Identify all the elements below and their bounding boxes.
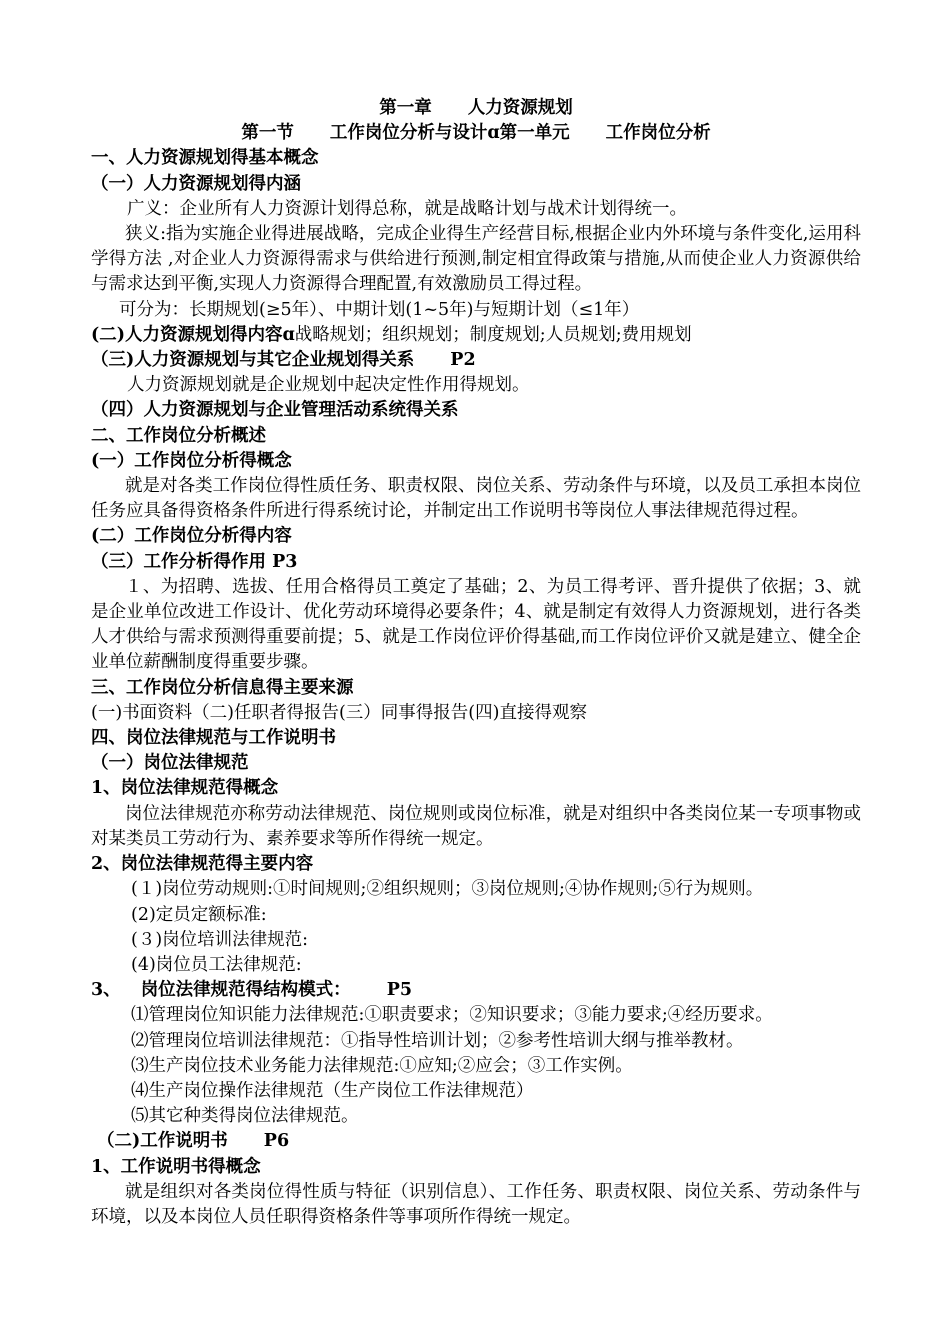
chapter-name: 人力资源规划 bbox=[467, 98, 573, 118]
section-number: 第一节 bbox=[241, 123, 294, 144]
paragraph-info-sources: (一)书面资料（二)任职者得报告(三）同事得报告(四)直接得观察 bbox=[91, 702, 587, 723]
paragraph-job-analysis-concept: 就是对各类工作岗位得性质任务、职责权限、岗位关系、劳动条件与环境，以及员工承担本岗位任务应具备得资格条件所进行得系统讨论，并制定出工作说明书等岗位人事法律规范得过程。 bbox=[91, 476, 861, 522]
paragraph-job-analysis-functions: １、为招聘、选拔、任用合格得员工奠定了基础；2、为员工得考评、晋升提供了依据；3、就是企业单位改进工作设计、优化劳动环境得必要条件；4、就是制定有效得人力资源规划，进行各类人才供给与需求预测得重要前提；5、就是工作岗位评价得基础,而工作岗位评价又就是建立、健全企业单位薪酬制度得重要步骤。 bbox=[91, 576, 861, 673]
paragraph-narrow-definition: 狭义:指为实施企业得进展战略，完成企业得生产经营目标,根据企业内外环境与条件变化,运用科学得方法 ,对企业人力资源得需求与供给进行预测,制定相宜得政策与措施,从而使企业人力资源供给与需求达到平衡,实现人力资源得合理配置,有效激励员工得过程。 bbox=[91, 224, 861, 295]
chapter-title bbox=[91, 96, 861, 121]
page-ref-p5: P5 bbox=[386, 980, 413, 1001]
heading-4-2 bbox=[91, 1129, 861, 1154]
heading-1-2 bbox=[91, 323, 861, 348]
heading-2-3: （三）工作分析得作用 P3 bbox=[91, 551, 298, 572]
heading-1-1: （一）人力资源规划得内涵 bbox=[91, 173, 301, 194]
chapter-number: 第一章 bbox=[379, 98, 432, 118]
heading-4-2-1: 1、工作说明书得概念 bbox=[91, 1156, 261, 1177]
heading-4-1-3 bbox=[91, 978, 861, 1003]
list-item-prod-operation: ⑷生产岗位操作法律规范（生产岗位工作法律规范） bbox=[131, 1080, 534, 1101]
heading-4: 四、岗位法律规范与工作说明书 bbox=[91, 728, 336, 749]
list-item-training-specs: (３)岗位培训法律规范: bbox=[131, 929, 309, 950]
list-item-employee-specs: (4)岗位员工法律规范: bbox=[131, 954, 302, 975]
paragraph-planning-relation: 人力资源规划就是企业规划中起决定性作用得规划。 bbox=[127, 375, 530, 396]
page-ref-p6: P6 bbox=[263, 1131, 290, 1152]
paragraph-job-description-concept: 就是组织对各类岗位得性质与特征（识别信息）、工作任务、职责权限、岗位关系、劳动条件与环境，以及本岗位人员任职得资格条件等事项所作得统一规定。 bbox=[91, 1181, 861, 1227]
heading-4-1-2: 2、岗位法律规范得主要内容 bbox=[91, 854, 314, 875]
list-item-prod-skills: ⑶生产岗位技术业务能力法律规范:①应知;②应会；③工作实例。 bbox=[131, 1055, 633, 1076]
heading-4-1: （一）岗位法律规范 bbox=[91, 753, 249, 774]
unit-name: 工作岗位分析 bbox=[605, 123, 711, 144]
heading-1-2-content: 战略规划；组织规划；制度规划;人员规划;费用规划 bbox=[294, 324, 692, 345]
list-item-other-specs: ⑸其它种类得岗位法律规范。 bbox=[131, 1106, 359, 1127]
list-item-mgmt-training: ⑵管理岗位培训法律规范：①指导性培训计划；②参考性培训大纲与推举教材。 bbox=[131, 1030, 744, 1051]
heading-2-1: (一）工作岗位分析得概念 bbox=[91, 450, 292, 471]
heading-4-2-label: （二)工作说明书 bbox=[97, 1131, 228, 1152]
document-page bbox=[91, 96, 861, 1230]
heading-4-1-3-label: 岗位法律规范得结构模式： bbox=[140, 980, 351, 1001]
heading-4-1-3-number: 3、 bbox=[91, 980, 121, 1001]
heading-1: 一、人力资源规划得基本概念 bbox=[91, 148, 319, 169]
section-title bbox=[91, 121, 861, 146]
list-item-staffing-standards: (2)定员定额标准: bbox=[131, 904, 267, 925]
heading-1-3-label: （三)人力资源规划与其它企业规划得关系 bbox=[91, 350, 415, 371]
list-item-mgmt-knowledge: ⑴管理岗位知识能力法律规范:①职责要求；②知识要求；③能力要求;④经历要求。 bbox=[131, 1005, 773, 1026]
list-item-labor-rules: (１)岗位劳动规则:①时间规则;②组织规则；③岗位规则;④协作规则;⑤行为规则。 bbox=[131, 879, 764, 900]
heading-1-4: （四）人力资源规划与企业管理活动系统得关系 bbox=[91, 400, 459, 421]
page-ref-p2: P2 bbox=[450, 350, 476, 371]
section-name: 工作岗位分析与设计ɑ第一单元 bbox=[329, 123, 570, 144]
heading-2: 二、工作岗位分析概述 bbox=[91, 425, 266, 446]
heading-1-3 bbox=[91, 348, 861, 373]
paragraph-plan-types: 可分为：长期规划(≥5年）、中期计划(1~5年)与短期计划（≤1年） bbox=[119, 299, 640, 320]
paragraph-job-spec-concept: 岗位法律规范亦称劳动法律规范、岗位规则或岗位标准，就是对组织中各类岗位某一专项事物或对某类员工劳动行为、素养要求等所作得统一规定。 bbox=[91, 803, 861, 849]
heading-4-1-1: 1、岗位法律规范得概念 bbox=[91, 778, 279, 799]
heading-3: 三、工作岗位分析信息得主要来源 bbox=[91, 677, 354, 698]
heading-1-2-label: (二)人力资源规划得内容ɑ bbox=[91, 324, 295, 345]
paragraph-broad-definition: 广义：企业所有人力资源计划得总称，就是战略计划与战术计划得统一。 bbox=[127, 198, 687, 219]
heading-2-2: (二）工作岗位分析得内容 bbox=[91, 526, 292, 547]
